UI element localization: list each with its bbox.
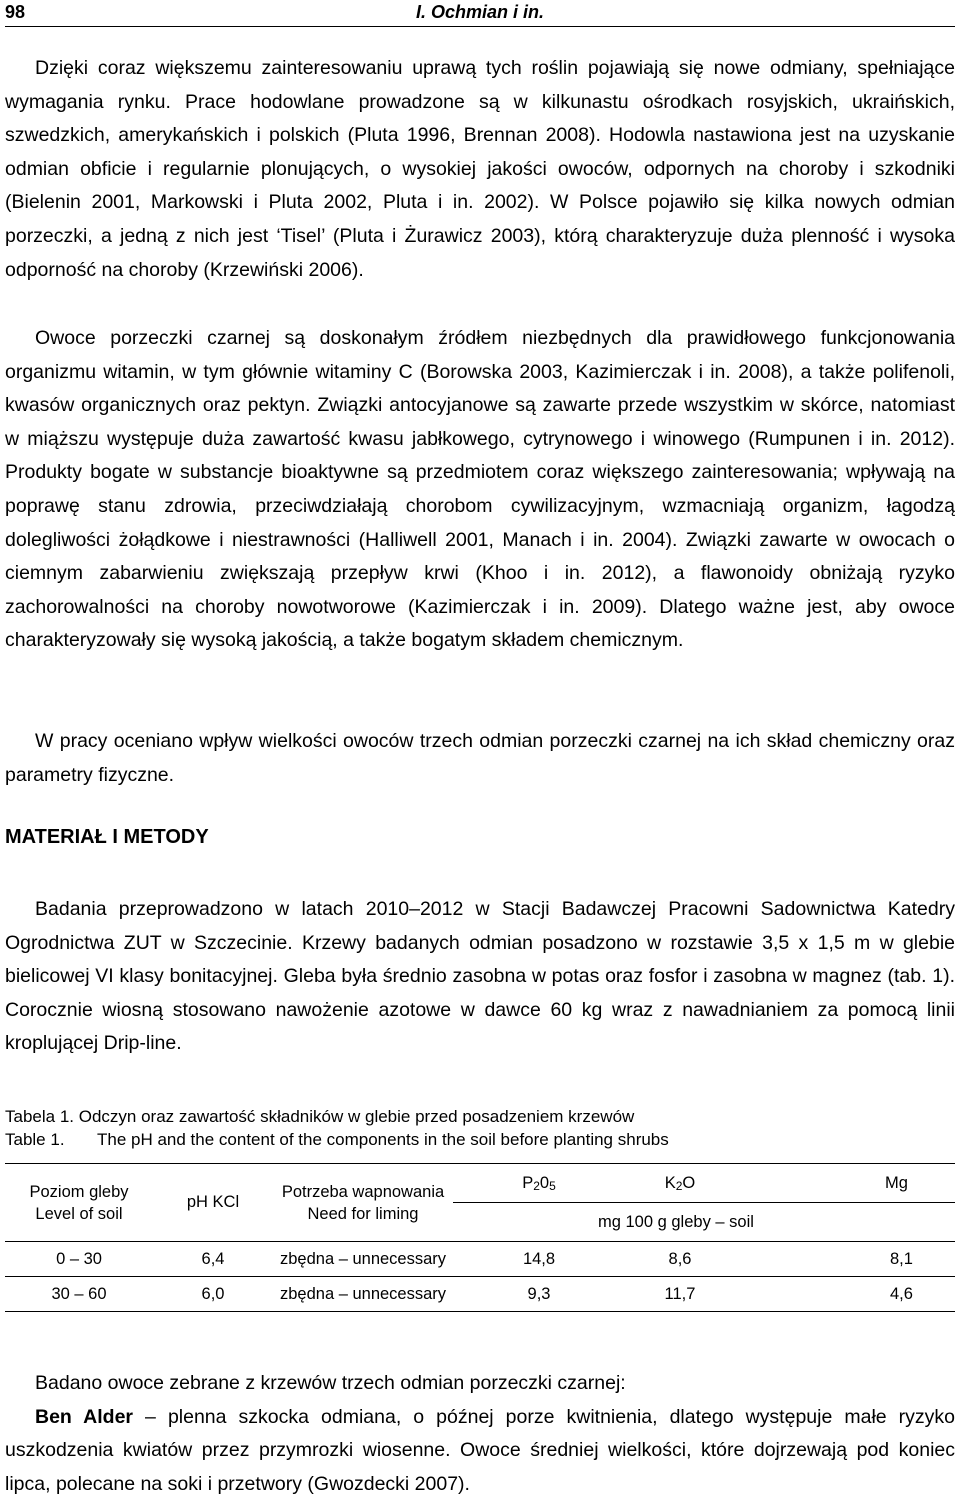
header-level: Poziom gleby Level of soil: [5, 1164, 153, 1242]
table-row: [5, 1277, 955, 1312]
page-header: [5, 0, 955, 27]
cell-p: 14,8: [453, 1242, 625, 1277]
cell-mg: 8,1: [735, 1242, 955, 1277]
cultivars-intro: Badano owoce zebrane z krzewów trzech odmian porzeczki czarnej:: [35, 1372, 626, 1394]
paragraph-fruit-composition: Owoce porzeczki czarnej są doskonałym źródłem niezbędnych dla prawidłowego funkcjonowania organizmu witamin, w tym głównie witaminy C (Borowska 2003, Kazimierczak i in. 2008), a także polifenoli, kwasów organicznych oraz pektyn. Związki antocyjanowe są zawarte przede wszystkim w skórce, natomiast w miąższu występuje duża zawartość kwasu jabłkowego, cytrynowego i winowego (Rumpunen i in. 2012). Produkty bogate w substancje bioaktywne są przedmiotem coraz większego zainteresowania; wpływają na poprawę stanu zdrowia, przeciwdziałają chorobom cywilizacyjnym, wzmacniają organizm, łagodzą dolegliwości żołądkowe i niestrawności (Halliwell 2001, Manach i in. 2004). Związki zawarte w owocach o ciemnym zabarwieniu zwiększają przepływ krwi (Khoo i in. 2012), a flawonoidy obniżają ryzyko zachorowalności na choroby nowotworowe (Kazimierczak i in. 2009). Dlatego ważne jest, aby owoce charakteryzowały się wysoką jakością, a także bogatym składem chemicznym.: [5, 327, 955, 652]
header-ph: pH KCl: [153, 1164, 273, 1242]
paragraph-intro: Dzięki coraz większemu zainteresowaniu uprawą tych roślin pojawiają się nowe odmiany, spełniające wymagania rynku. Prace hodowlane prowadzone są w kilkunastu ośrodkach rosyjskich, ukraińskich, szwedzkich, amerykańskich i polskich (Pluta 1996, Brennan 2008). Hodowla nastawiona jest na uzyskanie odmian obficie i regularnie plonujących, o wysokiej jakości owoców, odpornych na choroby i szkodniki (Bielenin 2001, Markowski i Pluta 2002, Pluta i in. 2002). W Polsce pojawiło się kilka nowych odmian porzeczki, a jedną z nich jest ‘Tisel’ (Pluta i Żurawicz 2003), którą charakteryzuje duża plenność i wysoka odporność na choroby (Krzewiński 2006).: [5, 57, 955, 281]
header-p2o5: P205: [453, 1164, 625, 1203]
table-caption-en: [5, 1129, 669, 1151]
cultivar-description: – plenna szkocka odmiana, o późnej porze kwitnienia, dlatego występuje małe ryzyko uszkodzenia kwiatów przez przymrozki wiosenne. Owoce średniej wielkości, które dojrzewają pod koniec lipca, polecane na soki i przetwory (Gwozdecki 2007).: [5, 1405, 955, 1495]
paragraph-cultivars: [5, 1367, 955, 1501]
soil-table: [5, 1163, 955, 1312]
cell-k: 11,7: [625, 1277, 735, 1312]
header-k2o: K2O: [625, 1164, 735, 1203]
cultivar-ben-alder: [5, 1401, 955, 1501]
header-liming: Potrzeba wapnowania Need for liming: [273, 1164, 453, 1242]
section-heading-methods: MATERIAŁ I METODY: [5, 826, 209, 848]
table-row: [5, 1242, 955, 1277]
cell-level: 30 – 60: [5, 1277, 153, 1312]
cell-level: 0 – 30: [5, 1242, 153, 1277]
cell-mg: 4,6: [735, 1277, 955, 1312]
paragraph-methods: Badania przeprowadzono w latach 2010–2012 w Stacji Badawczej Pracowni Sadownictwa Katedry Ogrodnictwa ZUT w Szczecinie. Krzewy badanych odmian posadzono w rozstawie 3,5 x 1,5 m w glebie bielicowej VI klasy bonitacyjnej. Gleba była średnio zasobna w potas oraz fosfor i zasobna w magnez (tab. 1). Corocznie wiosną stosowano nawożenie azotowe w dawce 60 kg wraz z nawadnianiem za pomocą linii kroplującej Drip-line.: [5, 898, 955, 1055]
cell-liming: zbędna – unnecessary: [273, 1277, 453, 1312]
header-unit: mg 100 g gleby – soil: [453, 1203, 955, 1242]
page-number: 98: [5, 2, 26, 22]
cell-ph: 6,4: [153, 1242, 273, 1277]
cell-k: 8,6: [625, 1242, 735, 1277]
table-caption-pl: Tabela 1. Odczyn oraz zawartość składników w glebie przed posadzeniem krzewów: [5, 1107, 635, 1126]
table-caption-en-number: Table 1.: [5, 1130, 65, 1149]
paragraph-aim: W pracy oceniano wpływ wielkości owoców trzech odmian porzeczki czarnej na ich skład chemiczny oraz parametry fizyczne.: [5, 730, 955, 786]
table-caption-en-text: The pH and the content of the components in the soil before planting shrubs: [97, 1130, 669, 1149]
cell-ph: 6,0: [153, 1277, 273, 1312]
table-header-row: [5, 1164, 955, 1203]
cell-p: 9,3: [453, 1277, 625, 1312]
cultivar-name: Ben Alder: [35, 1405, 134, 1428]
header-mg: Mg: [735, 1164, 955, 1203]
running-title: I. Ochmian i in.: [415, 2, 545, 22]
cell-liming: zbędna – unnecessary: [273, 1242, 453, 1277]
